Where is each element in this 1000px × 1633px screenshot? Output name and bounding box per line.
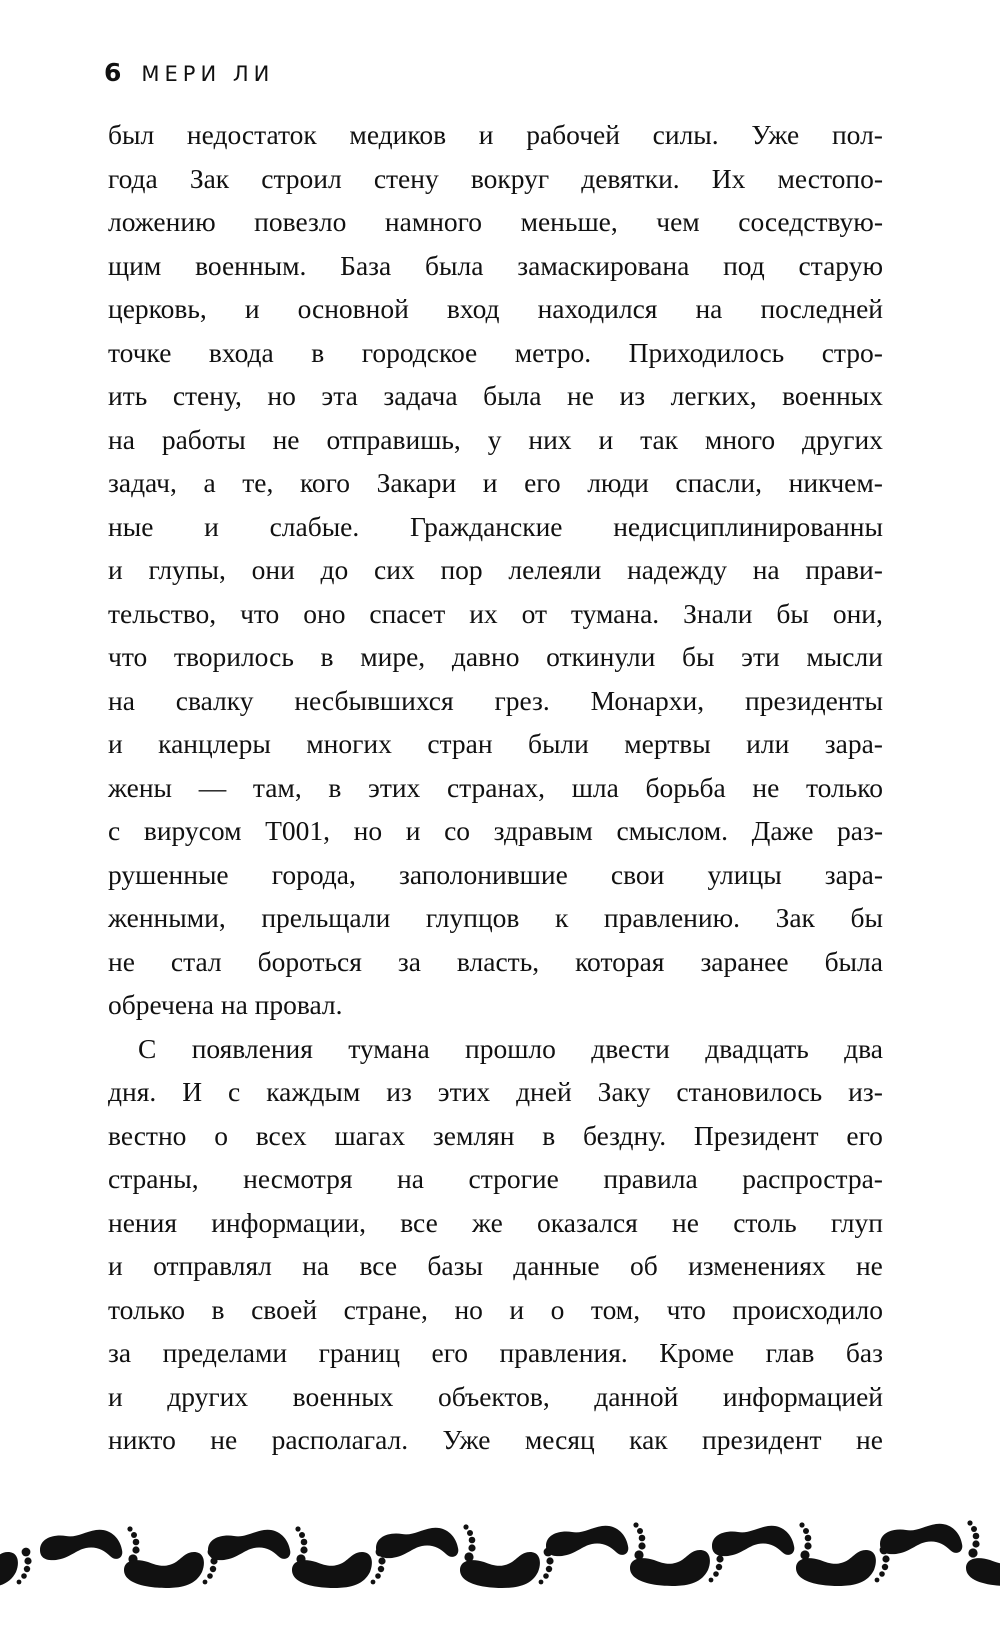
text-line: щим военным. База была замаскирована под старую: [108, 249, 883, 281]
text-line: и других военных объектов, данной информацией: [108, 1380, 883, 1412]
body-text: [108, 113, 883, 1462]
text-line: не стал бороться за власть, которая заранее была: [108, 945, 883, 977]
running-header: [104, 58, 274, 87]
text-line: задач, а те, кого Закари и его люди спасли, никчем-: [108, 467, 883, 498]
text-line: ные и слабые. Гражданские недисциплинированны: [108, 510, 883, 542]
text-line: точке входа в городское метро. Приходилось стро-: [108, 336, 883, 368]
text-line: и канцлеры многих стран были мертвы или зара-: [108, 728, 883, 759]
paragraph-end-line: обречена на провал.: [108, 989, 343, 1020]
paragraph-first-line: С появления тумана прошло двести двадцать два: [138, 1032, 883, 1064]
text-line: тельство, что оно спасет их от тумана. Знали бы они,: [108, 597, 883, 629]
text-line: нения информации, все же оказался не столь глуп: [108, 1206, 883, 1238]
text-line: за пределами границ его правления. Кроме глав баз: [108, 1337, 883, 1368]
text-line: что творилось в мире, давно откинули бы эти мысли: [108, 641, 883, 672]
running-title-author: МЕРИ ЛИ: [141, 62, 275, 86]
text-line: рушенные города, заполонившие свои улицы зара-: [108, 858, 883, 890]
text-line: вестно о всех шагах землян в бездну. Президент его: [108, 1119, 883, 1151]
text-line: женными, прельщали глупцов к правлению. Зак бы: [108, 902, 883, 933]
text-line: дня. И с каждым из этих дней Заку становилось из-: [108, 1076, 883, 1107]
text-line: церковь, и основной вход находился на последней: [108, 293, 883, 324]
text-line: на работы не отправишь, у них и так много других: [108, 423, 883, 455]
text-line: года Зак строил стену вокруг девятки. Их местопо-: [108, 162, 883, 194]
text-line: и глупы, они до сих пор лелеяли надежду на прави-: [108, 554, 883, 585]
page-number: 6: [104, 58, 122, 87]
text-line: с вирусом Т001, но и со здравым смыслом. Даже раз-: [108, 815, 883, 846]
text-line: только в своей стране, но и о том, что происходило: [108, 1293, 883, 1325]
text-line: жены — там, в этих странах, шла борьба не только: [108, 771, 883, 803]
footprints-border-icon: [0, 1500, 1000, 1590]
text-line: никто не располагал. Уже месяц как президент не: [108, 1424, 883, 1455]
text-line: страны, несмотря на строгие правила распростра-: [108, 1163, 883, 1194]
text-line: на свалку несбывшихся грез. Монархи, президенты: [108, 684, 883, 716]
text-line: ложению повезло намного меньше, чем соседствую-: [108, 206, 883, 237]
text-line: был недостаток медиков и рабочей силы. Уже пол-: [108, 119, 883, 150]
text-line: ить стену, но эта задача была не из легких, военных: [108, 380, 883, 411]
text-line: и отправлял на все базы данные об изменениях не: [108, 1250, 883, 1281]
